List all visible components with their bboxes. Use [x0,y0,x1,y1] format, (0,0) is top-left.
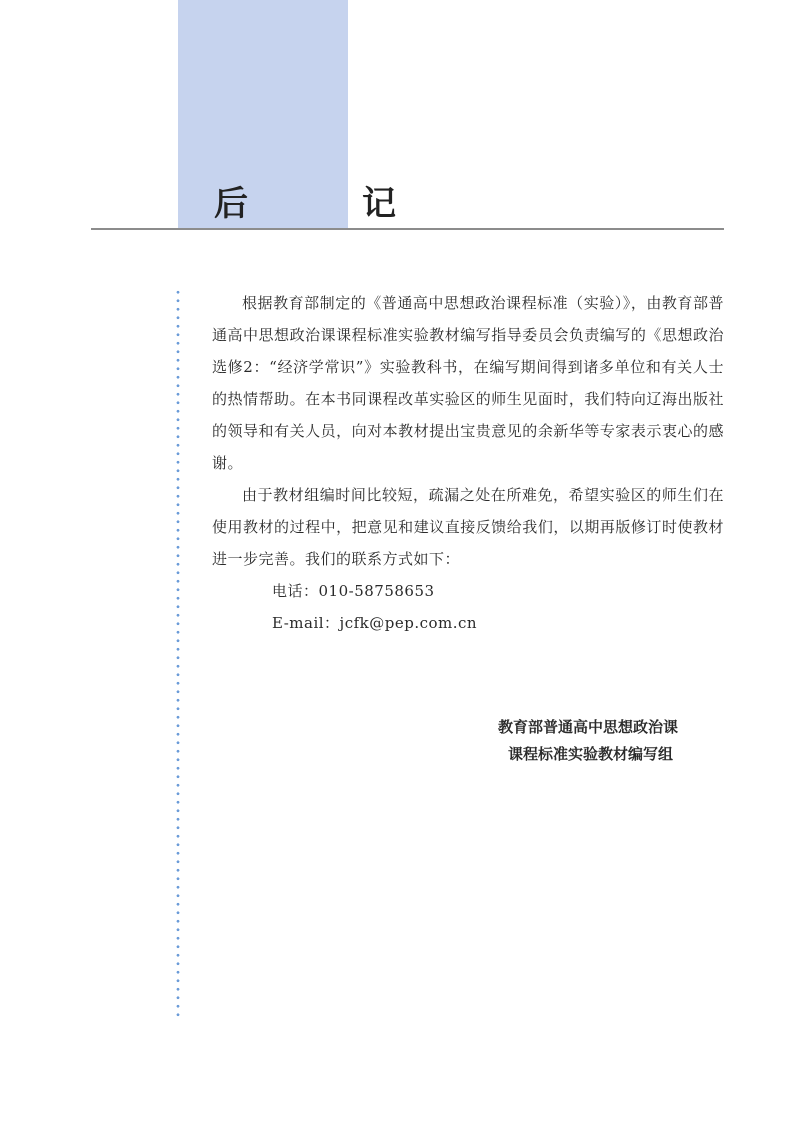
signature-line-2: 课程标准实验教材编写组 [508,745,674,763]
afterword-body [212,287,724,639]
signature-block [470,714,710,768]
contact-email: E-mail：jcfk@pep.com.cn [272,614,478,632]
page-title: 后 记 [214,184,436,224]
title-divider [91,228,724,230]
paragraph-feedback: 由于教材组编时间比较短，疏漏之处在所难免，希望实验区的师生们在使用教材的过程中，把意见和建议直接反馈给我们，以期再版修订时使教材进一步完善。我们的联系方式如下： [212,486,724,568]
dotted-margin-rail [176,288,180,1020]
contact-phone: 电话：010-58758653 [272,582,435,600]
paragraph-acknowledgement: 根据教育部制定的《普通高中思想政治课程标准（实验）》，由教育部普通高中思想政治课课程标准实验教材编写指导委员会负责编写的《思想政治选修2：“经济学常识”》实验教科书，在编写期间得到诸多单位和有关人士的热情帮助。在本书同课程改革实验区的师生见面时，我们特向辽海出版社的领导和有关人员，向对本教材提出宝贵意见的余新华等专家表示衷心的感谢。 [212,294,724,472]
signature-line-1: 教育部普通高中思想政治课 [498,718,679,736]
